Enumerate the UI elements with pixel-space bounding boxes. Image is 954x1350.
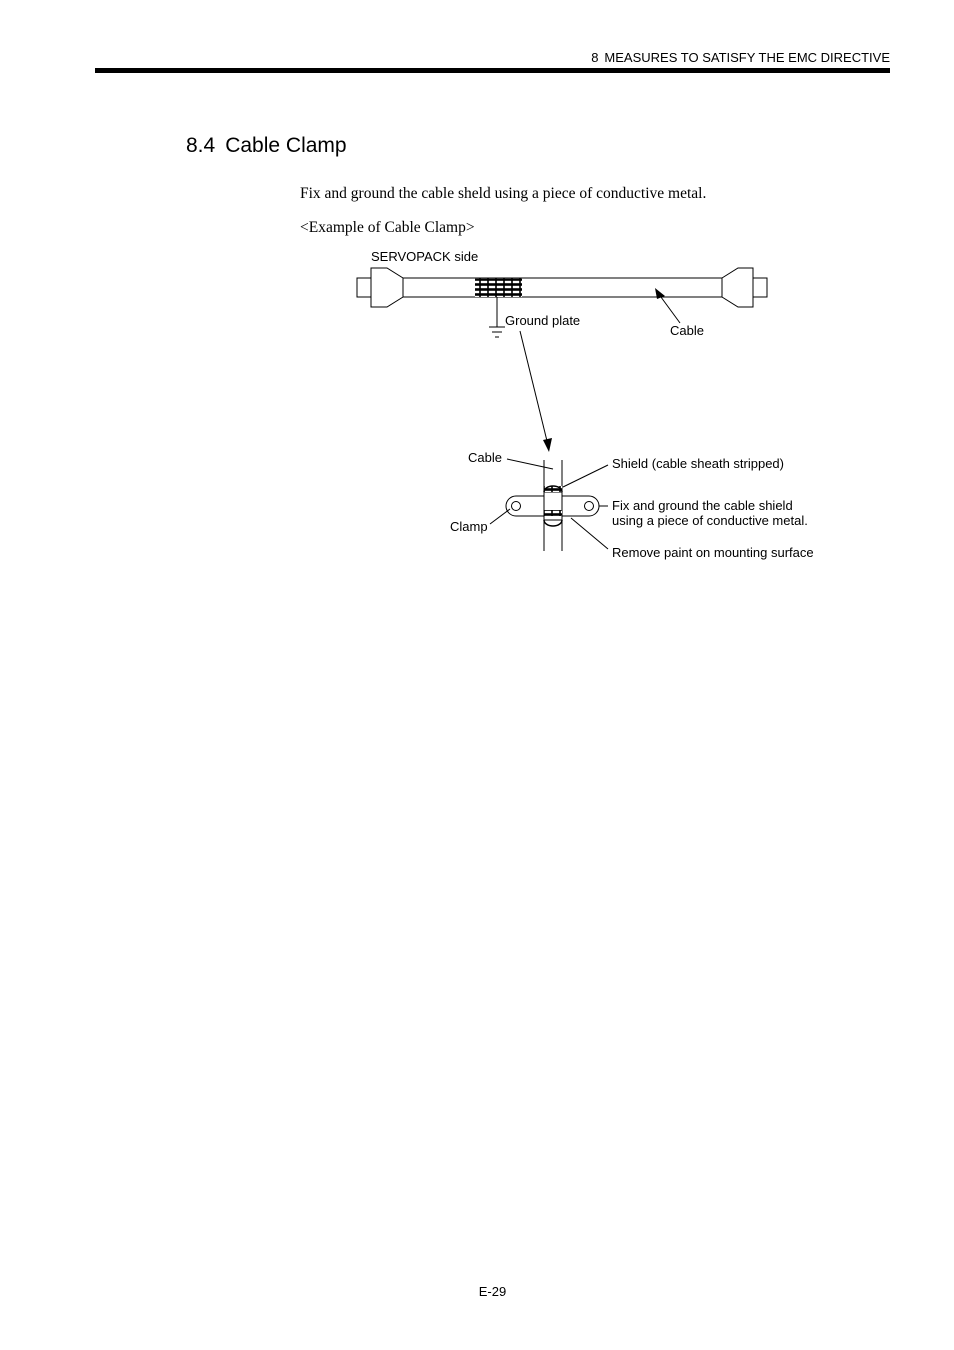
remove-paint-leader — [571, 518, 608, 549]
remove-paint-label: Remove paint on mounting surface — [612, 545, 814, 560]
clamp-leader — [490, 509, 510, 524]
clamp-detail — [506, 460, 599, 551]
clamp-bolt-hole-left — [512, 502, 521, 511]
left-connector-body — [371, 268, 403, 307]
intro-paragraph: Fix and ground the cable sheld using a piece of conductive metal. — [300, 185, 707, 202]
detail-arrow-line — [520, 331, 547, 441]
clamp-label: Clamp — [450, 519, 488, 534]
detail-arrowhead — [543, 438, 552, 452]
chapter-title: MEASURES TO SATISFY THE EMC DIRECTIVE — [604, 50, 890, 65]
section-title-text: Cable Clamp — [225, 134, 347, 157]
shield-section — [475, 278, 522, 297]
page-number: E-29 — [478, 1284, 507, 1299]
right-connector-body — [722, 268, 753, 307]
cable-detail-leader — [507, 459, 553, 469]
servopack-side-label: SERVOPACK side — [371, 249, 479, 264]
right-connector-tip — [753, 278, 767, 297]
cable-label-top: Cable — [670, 323, 704, 338]
shield-leader — [563, 465, 608, 487]
cable-body — [403, 278, 722, 297]
chapter-number: 8 — [591, 50, 599, 65]
section-number: 8.4 — [186, 134, 216, 157]
fix-label-line2: using a piece of conductive metal. — [612, 513, 808, 528]
clamp-bolt-hole-right — [585, 502, 594, 511]
shield-label: Shield (cable sheath stripped) — [612, 456, 784, 471]
left-connector-tip — [357, 278, 371, 297]
clamp-strap-bottom — [544, 520, 562, 526]
example-caption: <Example of Cable Clamp> — [300, 219, 475, 236]
cable-clamp-diagram — [0, 0, 954, 600]
shield-bottom-band — [544, 510, 562, 516]
fix-label-line1: Fix and ground the cable shield — [612, 498, 793, 513]
cable-label-detail: Cable — [468, 450, 502, 465]
cable-assembly — [357, 268, 767, 307]
ground-plate-label: Ground plate — [505, 313, 581, 328]
ground-icon — [489, 297, 505, 337]
